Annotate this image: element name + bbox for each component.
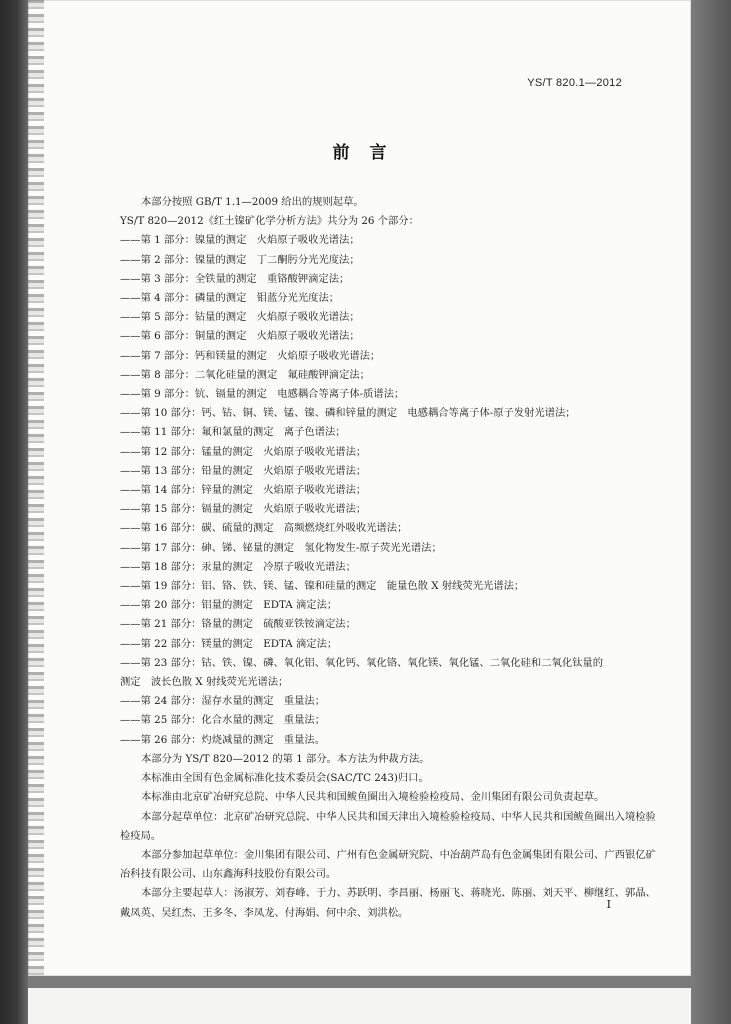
page-number: I [606,898,611,911]
paragraph: 本部分起草单位：北京矿冶研究总院、中华人民共和国天津出入境检验检疫局、中华人民共和国鲅鱼圈出入境检验检疫局。 [120,810,656,842]
part-item: ——第 25 部分：化合水量的测定 重量法； [120,714,325,727]
next-page-edge [28,988,691,1024]
paragraph: 本标准由北京矿冶研究总院、中华人民共和国鲅鱼圈出入境检验检疫局、金川集团有限公司负责起草。 [141,791,605,804]
part-item: ——第 7 部分：钙和镁量的测定 火焰原子吸收光谱法； [120,349,381,362]
part-item: ——第 12 部分：锰量的测定 火焰原子吸收光谱法； [120,445,367,458]
part-item: ——第 23 部分：钴、铁、镍、磷、氧化铝、氧化钙、氧化铬、氧化镁、氧化锰、二氧化硅和二氧化钛量的 [120,656,604,669]
part-item: ——第 5 部分：钴量的测定 火焰原子吸收光谱法； [120,311,360,324]
part-item: ——第 22 部分：镁量的测定 EDTA 滴定法； [120,637,338,650]
part-item: ——第 17 部分：砷、锑、铋量的测定 氢化物发生-原子荧光光谱法； [120,541,442,554]
part-item: ——第 14 部分：锌量的测定 火焰原子吸收光谱法； [120,484,367,497]
part-item: ——第 10 部分：钙、钴、铜、镁、锰、镍、磷和锌量的测定 电感耦合等离子体-原子发射光谱法； [120,407,576,420]
part-item-continuation: 测定 波长色散 X 射线荧光光谱法； [120,676,289,689]
parts-list [120,231,660,749]
document-page [28,0,691,976]
part-item: ——第 24 部分：湿存水量的测定 重量法； [120,695,325,708]
part-item: ——第 13 部分：铅量的测定 火焰原子吸收光谱法； [120,464,367,477]
part-item: ——第 16 部分：碳、硫量的测定 高频燃烧红外吸收光谱法； [120,522,408,535]
standard-code: YS/T 820.1—2012 [527,77,622,89]
scan-frame-left [0,0,28,1024]
page-title: 前言 [332,143,407,163]
part-item: ——第 21 部分：铬量的测定 硫酸亚铁铵滴定法； [120,618,356,631]
part-item: ——第 18 部分：汞量的测定 冷原子吸收光谱法； [120,560,356,573]
intro-line: 本部分按照 GB/T 1.1—2009 给出的规则起草。 [141,196,364,208]
part-item: ——第 8 部分：二氧化硅量的测定 氟硅酸钾滴定法； [120,368,370,381]
part-item: ——第 11 部分：氟和氯量的测定 离子色谱法； [120,426,346,439]
part-item: ——第 19 部分：铝、铬、铁、镁、锰、镍和硅量的测定 能量色散 X 射线荧光光谱法； [120,580,525,593]
part-item: ——第 20 部分：铝量的测定 EDTA 滴定法； [120,599,338,612]
paragraph: 本标准由全国有色金属标准化技术委员会(SAC/TC 243)归口。 [141,772,429,785]
part-item: ——第 9 部分：钪、镉量的测定 电感耦合等离子体-质谱法； [120,388,405,401]
part-item: ——第 4 部分：磷量的测定 钼蓝分光光度法； [120,292,340,305]
scan-frame-right [691,0,731,1024]
part-item: ——第 3 部分：全铁量的测定 重铬酸钾滴定法； [120,272,350,285]
intro-line: YS/T 820—2012《红土镍矿化学分析方法》共分为 26 个部分： [120,215,419,228]
part-item: ——第 2 部分：镍量的测定 丁二酮肟分光光度法； [120,253,360,266]
paragraph: 本部分参加起草单位：金川集团有限公司、广州有色金属研究院、中冶葫芦岛有色金属集团有限公司、广西银亿矿冶科技有限公司、山东鑫海科技股份有限公司。 [120,848,656,881]
part-item: ——第 1 部分：镍量的测定 火焰原子吸收光谱法； [120,234,360,247]
paragraph: 本部分为 YS/T 820—2012 的第 1 部分。本方法为仲裁方法。 [141,752,430,765]
part-item: ——第 26 部分：灼烧减量的测定 重量法。 [120,733,325,746]
part-item: ——第 6 部分：铜量的测定 火焰原子吸收光谱法； [120,330,360,343]
paragraph: 本部分主要起草人：汤淑芳、刘春峰、于力、苏跃明、李昌丽、杨丽飞、蒋晓光、陈丽、刘天平、柳继红、郭晶、戴凤英、吴红杰、王多冬、李凤龙、付海娟、何中余、刘洪松。 [120,887,656,919]
part-item: ——第 15 部分：镉量的测定 火焰原子吸收光谱法； [120,503,367,516]
foreword-body [120,193,660,923]
